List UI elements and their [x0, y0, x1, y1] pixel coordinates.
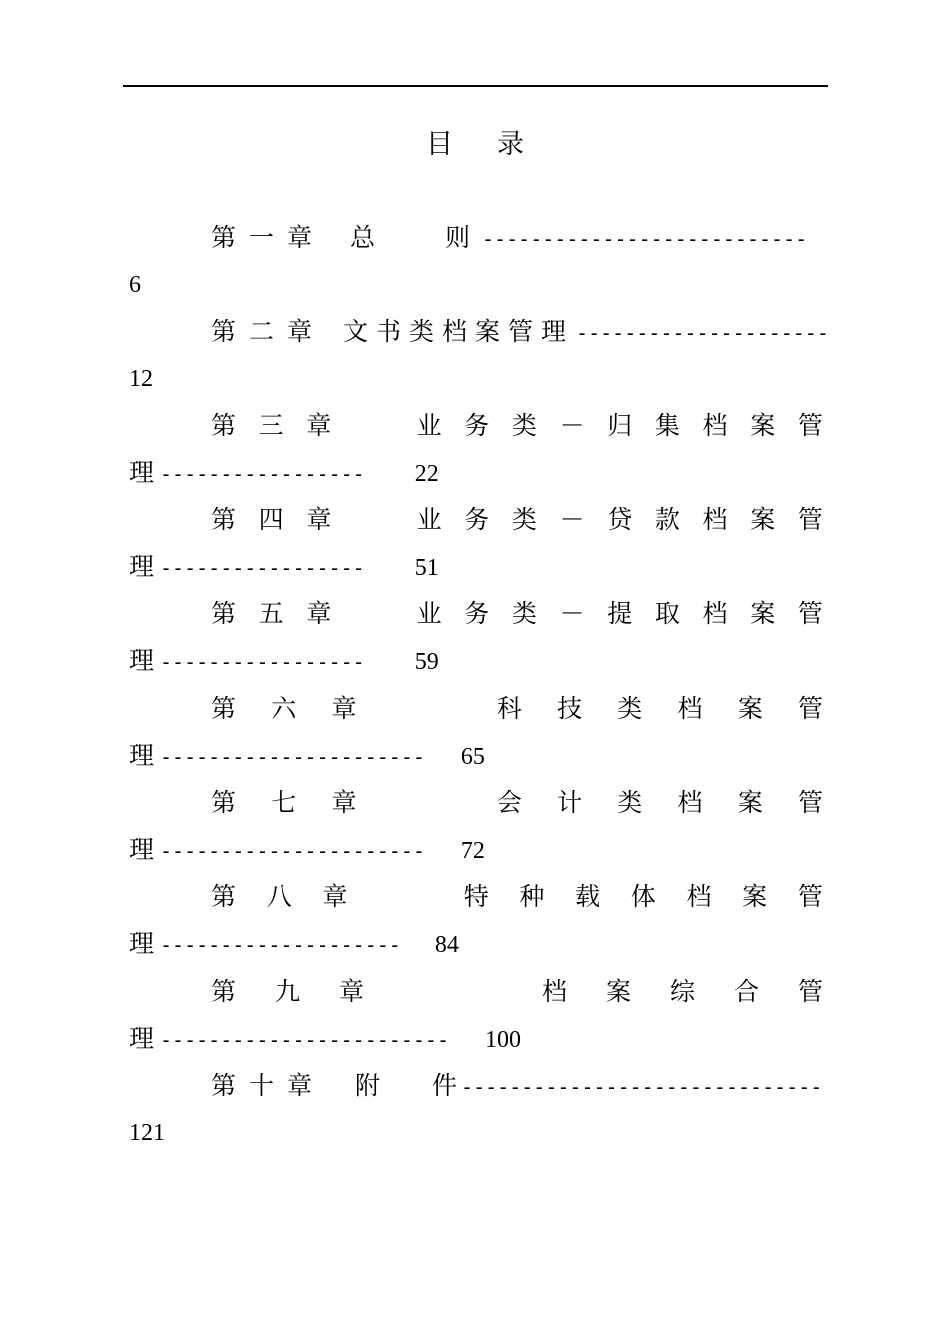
page-number: 12: [129, 366, 153, 392]
leader-dots: ---------------------------: [482, 227, 808, 251]
page-number: 72: [460, 838, 485, 864]
chapter-title-tail: 理: [129, 646, 155, 675]
chapter-title: 文书类档案管理: [343, 317, 575, 346]
page-number: 100: [485, 1027, 521, 1053]
page-number: 65: [460, 744, 485, 770]
chapter-title-tail: 理: [129, 929, 155, 958]
chapter-title-tail: 理: [129, 741, 155, 770]
page-number: 59: [414, 649, 439, 675]
leader-dots: -----------------: [160, 556, 365, 580]
toc-entry-8: 第 八 章 特 种 载 体 档 案 管: [211, 882, 823, 911]
leader-dots: ------------------------: [160, 1028, 449, 1052]
toc-entry-7: 第 七 章 会 计 类 档 案 管: [211, 788, 823, 817]
header-rule: [123, 85, 828, 87]
toc-entry-10: [211, 1069, 823, 1103]
chapter-title-tail: 理: [129, 458, 155, 487]
chapter-char: 第: [211, 411, 237, 440]
chapter-label: 第二章: [211, 317, 326, 346]
leader-dots: -----------------: [160, 462, 365, 486]
toc-entry-8-cont: [129, 927, 459, 961]
chapter-label: 第十章: [211, 1071, 326, 1100]
chapter-title-tail: 理: [129, 835, 155, 864]
toc-entry-5: 第 五 章 业 务 类 － 提 取 档 案 管: [211, 599, 823, 628]
page-title: 目录: [426, 129, 568, 160]
chapter-title: 总: [350, 223, 376, 252]
page-number: 6: [129, 272, 141, 298]
toc-entry-3-cont: [129, 456, 439, 490]
leader-dots: --------------------: [160, 933, 401, 957]
toc-entry-2: [211, 315, 829, 349]
toc-entry-7-cont: [129, 833, 485, 867]
page-number: 51: [414, 555, 439, 581]
chapter-label: 第一章: [211, 223, 326, 252]
toc-entry-9-cont: [129, 1022, 521, 1056]
toc-entry-3: 第 三 章 业 务 类 － 归 集 档 案 管: [211, 409, 823, 443]
toc-entry-6: 第 六 章 科 技 类 档 案 管: [211, 694, 823, 723]
toc-entry-1: [211, 221, 823, 255]
page-number: 84: [434, 932, 459, 958]
leader-dots: ----------------------: [160, 745, 425, 769]
chapter-title-tail: 理: [129, 552, 155, 581]
chapter-title: 件: [432, 1071, 458, 1100]
chapter-title: 附: [355, 1071, 381, 1100]
toc-entry-9: 第 九 章 档 案 综 合 管: [211, 977, 823, 1006]
leader-dots: ----------------------: [160, 839, 425, 863]
leader-dots: ------------------------------: [461, 1075, 823, 1099]
leader-dots: ---------------------: [576, 321, 829, 345]
page-number: 22: [414, 461, 439, 487]
toc-entry-6-cont: [129, 739, 485, 773]
leader-dots: -----------------: [160, 650, 365, 674]
toc-entry-4: 第 四 章 业 务 类 － 贷 款 档 案 管: [211, 505, 823, 534]
toc-entry-4-cont: [129, 550, 439, 584]
toc-entry-5-cont: [129, 644, 439, 678]
chapter-title: 则: [445, 223, 471, 252]
chapter-title-tail: 理: [129, 1024, 155, 1053]
page-number: 121: [129, 1120, 165, 1146]
